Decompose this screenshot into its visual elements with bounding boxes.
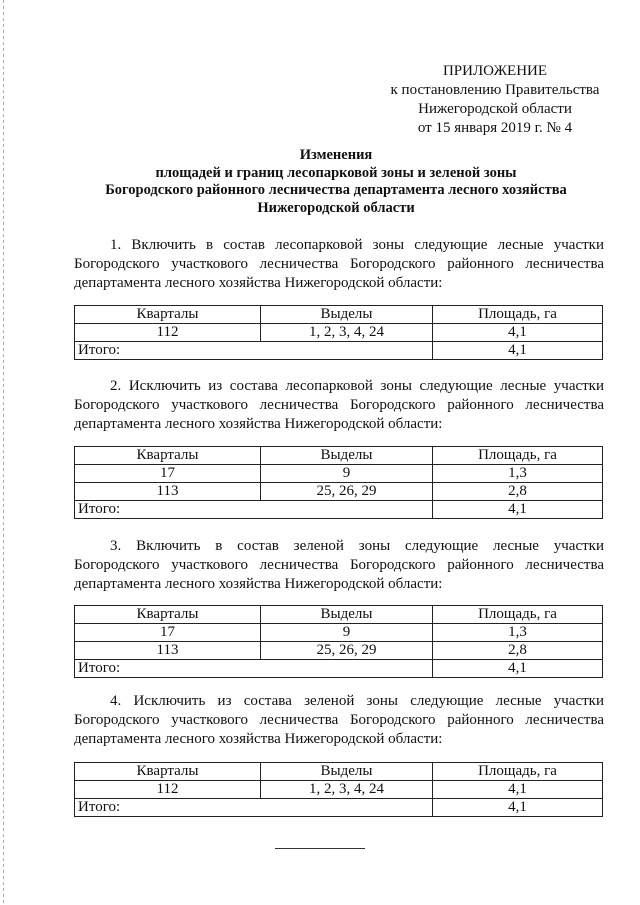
total-label: Итого: <box>75 660 433 678</box>
col-header-ploshchad: Площадь, га <box>433 306 603 324</box>
col-header-vydely: Выделы <box>261 763 433 781</box>
table-header-row <box>75 306 603 324</box>
table-total-row <box>75 342 603 360</box>
total-value: 4,1 <box>433 501 603 519</box>
cell-kvartal: 113 <box>75 642 261 660</box>
section-1-text: 1. Включить в состав лесопарковой зоны следующие лесные участки Богородского участкового лесничества Богородского районного лесничества департамента лесного хозяйства Нижегородской области: <box>74 237 604 291</box>
appendix-line: Нижегородской области <box>418 101 572 117</box>
total-label: Итого: <box>75 799 433 817</box>
cell-area: 2,8 <box>433 642 603 660</box>
appendix-block <box>380 62 610 138</box>
col-header-ploshchad: Площадь, га <box>433 447 603 465</box>
heading-line: Нижегородской области <box>257 199 415 216</box>
heading-line: Изменения <box>299 147 373 163</box>
cell-area: 4,1 <box>433 324 603 342</box>
col-header-vydely: Выделы <box>261 606 433 624</box>
cell-vydely: 25, 26, 29 <box>261 483 433 501</box>
col-header-kvartaly: Кварталы <box>75 763 261 781</box>
section-1-table <box>74 305 603 360</box>
total-value: 4,1 <box>433 799 603 817</box>
section-2-table <box>74 446 603 519</box>
table-total-row <box>75 660 603 678</box>
heading-line: площадей и границ лесопарковой зоны и зеленой зоны <box>155 164 517 181</box>
col-header-vydely: Выделы <box>261 447 433 465</box>
cell-area: 1,3 <box>433 465 603 483</box>
cell-vydely: 9 <box>261 624 433 642</box>
table-total-row <box>75 501 603 519</box>
cell-vydely: 25, 26, 29 <box>261 642 433 660</box>
total-value: 4,1 <box>433 660 603 678</box>
table-row <box>75 642 603 660</box>
scan-edge <box>3 0 4 905</box>
end-divider <box>275 848 365 849</box>
table-row <box>75 624 603 642</box>
cell-kvartal: 112 <box>75 781 261 799</box>
col-header-kvartaly: Кварталы <box>75 606 261 624</box>
section-3-table <box>74 605 603 678</box>
total-label: Итого: <box>75 501 433 519</box>
section-3-text: 3. Включить в состав зеленой зоны следующие лесные участки Богородского участкового лесничества Богородского районного лесничества департамента лесного хозяйства Нижегородской области: <box>74 538 604 592</box>
appendix-line: от 15 января 2019 г. № 4 <box>417 120 573 136</box>
section-4-text: 4. Исключить из состава зеленой зоны следующие лесные участки Богородского участкового лесничества Богородского районного лесничества департамента лесного хозяйства Нижегородской области: <box>74 693 604 747</box>
table-row <box>75 465 603 483</box>
col-header-ploshchad: Площадь, га <box>433 763 603 781</box>
col-header-ploshchad: Площадь, га <box>433 606 603 624</box>
cell-vydely: 9 <box>261 465 433 483</box>
table-row <box>75 781 603 799</box>
col-header-vydely: Выделы <box>261 306 433 324</box>
cell-area: 2,8 <box>433 483 603 501</box>
cell-area: 4,1 <box>433 781 603 799</box>
cell-area: 1,3 <box>433 624 603 642</box>
heading-line: Богородского районного лесничества департамента лесного хозяйства <box>105 182 567 198</box>
document-heading <box>60 147 612 217</box>
table-row <box>75 483 603 501</box>
table-header-row <box>75 447 603 465</box>
table-total-row <box>75 799 603 817</box>
cell-vydely: 1, 2, 3, 4, 24 <box>261 324 433 342</box>
cell-kvartal: 113 <box>75 483 261 501</box>
table-header-row <box>75 763 603 781</box>
total-label: Итого: <box>75 342 433 360</box>
col-header-kvartaly: Кварталы <box>75 447 261 465</box>
total-value: 4,1 <box>433 342 603 360</box>
cell-kvartal: 112 <box>75 324 261 342</box>
cell-vydely: 1, 2, 3, 4, 24 <box>261 781 433 799</box>
appendix-title: ПРИЛОЖЕНИЕ <box>442 63 548 79</box>
cell-kvartal: 17 <box>75 624 261 642</box>
table-row <box>75 324 603 342</box>
col-header-kvartaly: Кварталы <box>75 306 261 324</box>
table-header-row <box>75 606 603 624</box>
section-4-table <box>74 762 603 817</box>
cell-kvartal: 17 <box>75 465 261 483</box>
section-2-text: 2. Исключить из состава лесопарковой зоны следующие лесные участки Богородского участкового лесничества Богородского районного лесничества департамента лесного хозяйства Нижегородской области: <box>74 378 604 432</box>
appendix-line: к постановлению Правительства <box>390 82 600 98</box>
